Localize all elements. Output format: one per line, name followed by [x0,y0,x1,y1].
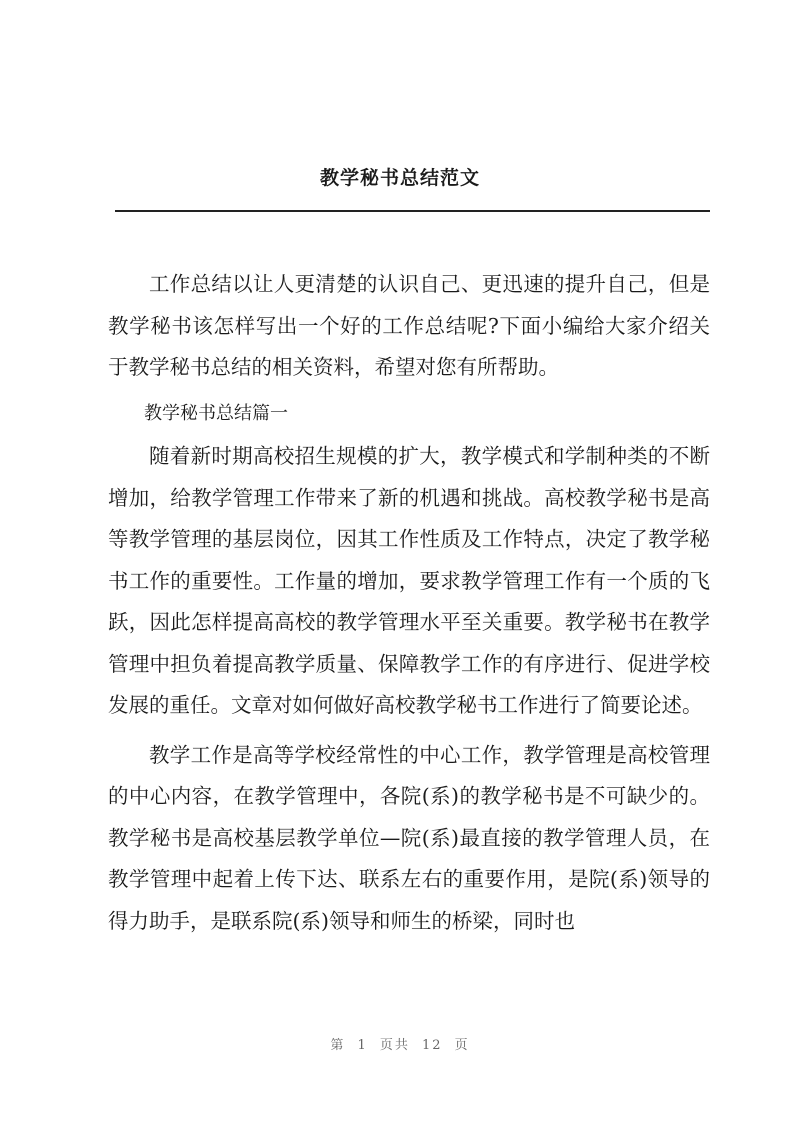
title-divider [115,210,710,212]
intro-paragraph: 工作总结以让人更清楚的认识自己、更迅速的提升自己，但是教学秘书该怎样写出一个好的工作总结呢?下面小编给大家介绍关于教学秘书总结的相关资料，希望对您有所帮助。 [108,272,710,379]
section-heading: 教学秘书总结篇一 [144,402,288,424]
document-body [108,264,710,942]
body-paragraph: 教学工作是高等学校经常性的中心工作，教学管理是高校管理的中心内容，在教学管理中，各院(系)的教学秘书是不可缺少的。教学秘书是高校基层教学单位—院(系)最直接的教学管理人员，在教学管理中起着上传下达、联系左右的重要作用，是院(系)领导的得力助手，是联系院(系)领导和师生的桥梁，同时也 [108,742,710,933]
page-footer: 第 1 页共 12 页 [330,1038,470,1053]
document-title: 教学秘书总结范文 [319,167,480,189]
body-paragraph: 随着新时期高校招生规模的扩大，教学模式和学制种类的不断增加，给教学管理工作带来了新的机遇和挑战。高校教学秘书是高等教学管理的基层岗位，因其工作性质及工作特点，决定了教学秘书工作的重要性。工作量的增加，要求教学管理工作有一个质的飞跃，因此怎样提高高校的教学管理水平至关重要。教学秘书在教学管理中担负着提高教学质量、保障教学工作的有序进行、促进学校发展的重任。文章对如何做好高校教学秘书工作进行了简要论述。 [108,444,710,717]
